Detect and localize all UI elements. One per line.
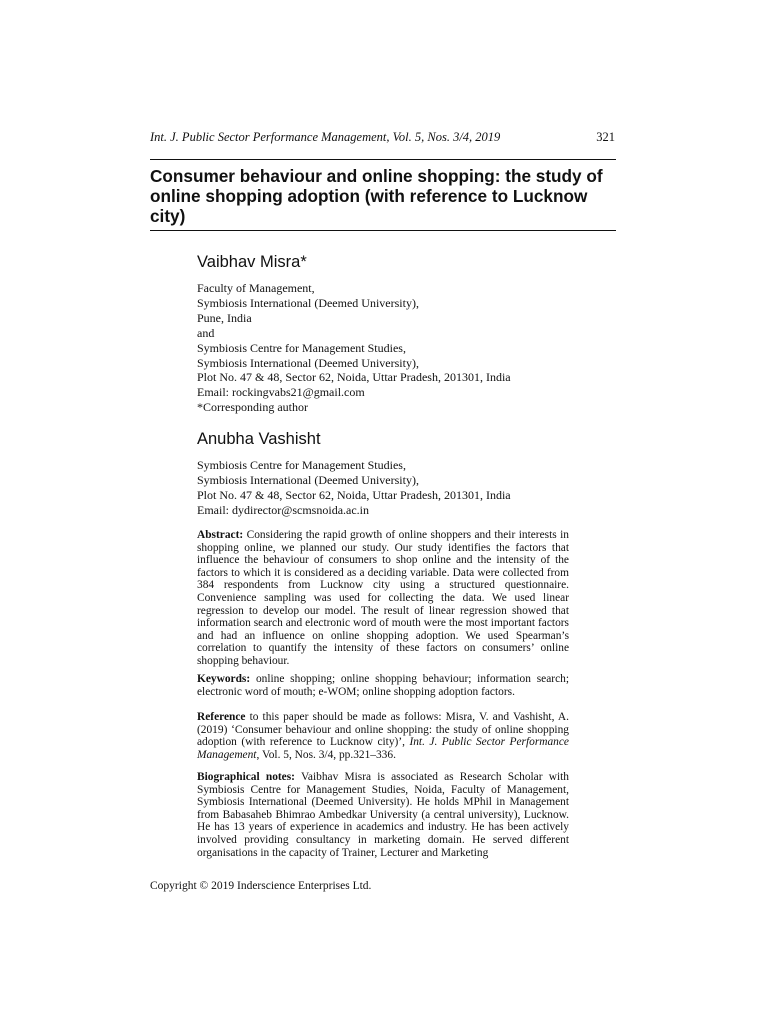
biographical-notes (197, 771, 569, 859)
running-header (150, 130, 615, 145)
reference (197, 711, 569, 761)
affiliation-line: Email: rockingvabs21@gmail.com (197, 385, 365, 400)
author-affiliation-2 (197, 458, 511, 518)
keywords-label: Keywords: (197, 673, 251, 685)
affiliation-line: Symbiosis Centre for Management Studies, (197, 458, 406, 472)
title-bottom-rule (150, 230, 616, 231)
affiliation-line: Faculty of Management, (197, 281, 315, 295)
affiliation-line: Email: dydirector@scmsnoida.ac.in (197, 502, 370, 517)
title-top-rule (150, 159, 616, 160)
bio-label: Biographical notes: (197, 771, 295, 783)
abstract (197, 529, 569, 668)
author-affiliation-1 (197, 281, 511, 415)
bio-text: Vaibhav Misra is associated as Research Scholar with Symbiosis Centre for Management Studies, Noida, Faculty of Management, Symbiosis International (Deemed University). He holds MPhil in Management from Babasaheb Bhimrao Ambedkar University (a central university), Lucknow. He has 13 years of experience in academics and industry. He has been actively involved providing consultancy in marketing domain. He served different organisations in the capacity of Trainer, Lecturer and Marketing (197, 771, 569, 859)
keywords (197, 673, 569, 698)
affiliation-line: Pune, India (197, 310, 252, 325)
reference-details: , Vol. 5, Nos. 3/4, pp.321–336. (256, 748, 396, 761)
journal-citation: Int. J. Public Sector Performance Management, Vol. 5, Nos. 3/4, 2019 (150, 130, 501, 144)
abstract-label: Abstract: (197, 529, 244, 541)
paper-title: Consumer behaviour and online shopping: the study of online shopping adoption (with reference to Lucknow city) (150, 166, 603, 226)
abstract-text: Considering the rapid growth of online shoppers and their interests in shopping online, we planned our study. Our study identifies the factors that influence the behaviour of consumers to shop online and the intensity of the factors to which it is considered as a deciding variable. Data were collected from 384 respondents from Lucknow city using a structured questionnaire. Convenience sampling was used for collecting the data. We used linear regression to develop our model. The result of linear regression showed that information search and electronic word of mouth were the most important factors and had an influence on online shopping adoption. We used Spearman’s correlation to quantify the intensity of these factors on consumers’ online shopping behaviour. (197, 529, 569, 667)
author-name-2: Anubha Vashisht (197, 430, 321, 448)
affiliation-line: Symbiosis International (Deemed University), (197, 355, 419, 370)
affiliation-line: *Corresponding author (197, 400, 308, 415)
affiliation-line: and (197, 325, 215, 340)
reference-label: Reference (197, 711, 246, 723)
affiliation-line: Symbiosis Centre for Management Studies, (197, 340, 406, 355)
reference-journal: Int. J. Public Sector Performance Management (197, 736, 569, 761)
copyright-footer: Copyright © 2019 Inderscience Enterprises Ltd. (150, 880, 372, 892)
affiliation-line: Symbiosis International (Deemed University), (197, 295, 419, 310)
affiliation-line: Symbiosis International (Deemed University), (197, 472, 419, 487)
author-name-1: Vaibhav Misra* (197, 253, 307, 271)
page-number: 321 (596, 130, 615, 144)
keywords-text: online shopping; online shopping behaviour; information search; electronic word of mouth; e-WOM; online shopping adoption factors. (197, 673, 569, 698)
affiliation-line: Plot No. 47 & 48, Sector 62, Noida, Uttar Pradesh, 201301, India (197, 370, 511, 385)
reference-text: to this paper should be made as follows: Misra, V. and Vashisht, A. (2019) ‘Consumer behaviour and online shopping: the study of online shopping adoption (with reference to Lucknow city)’, (197, 711, 569, 749)
affiliation-line: Plot No. 47 & 48, Sector 62, Noida, Uttar Pradesh, 201301, India (197, 487, 511, 502)
